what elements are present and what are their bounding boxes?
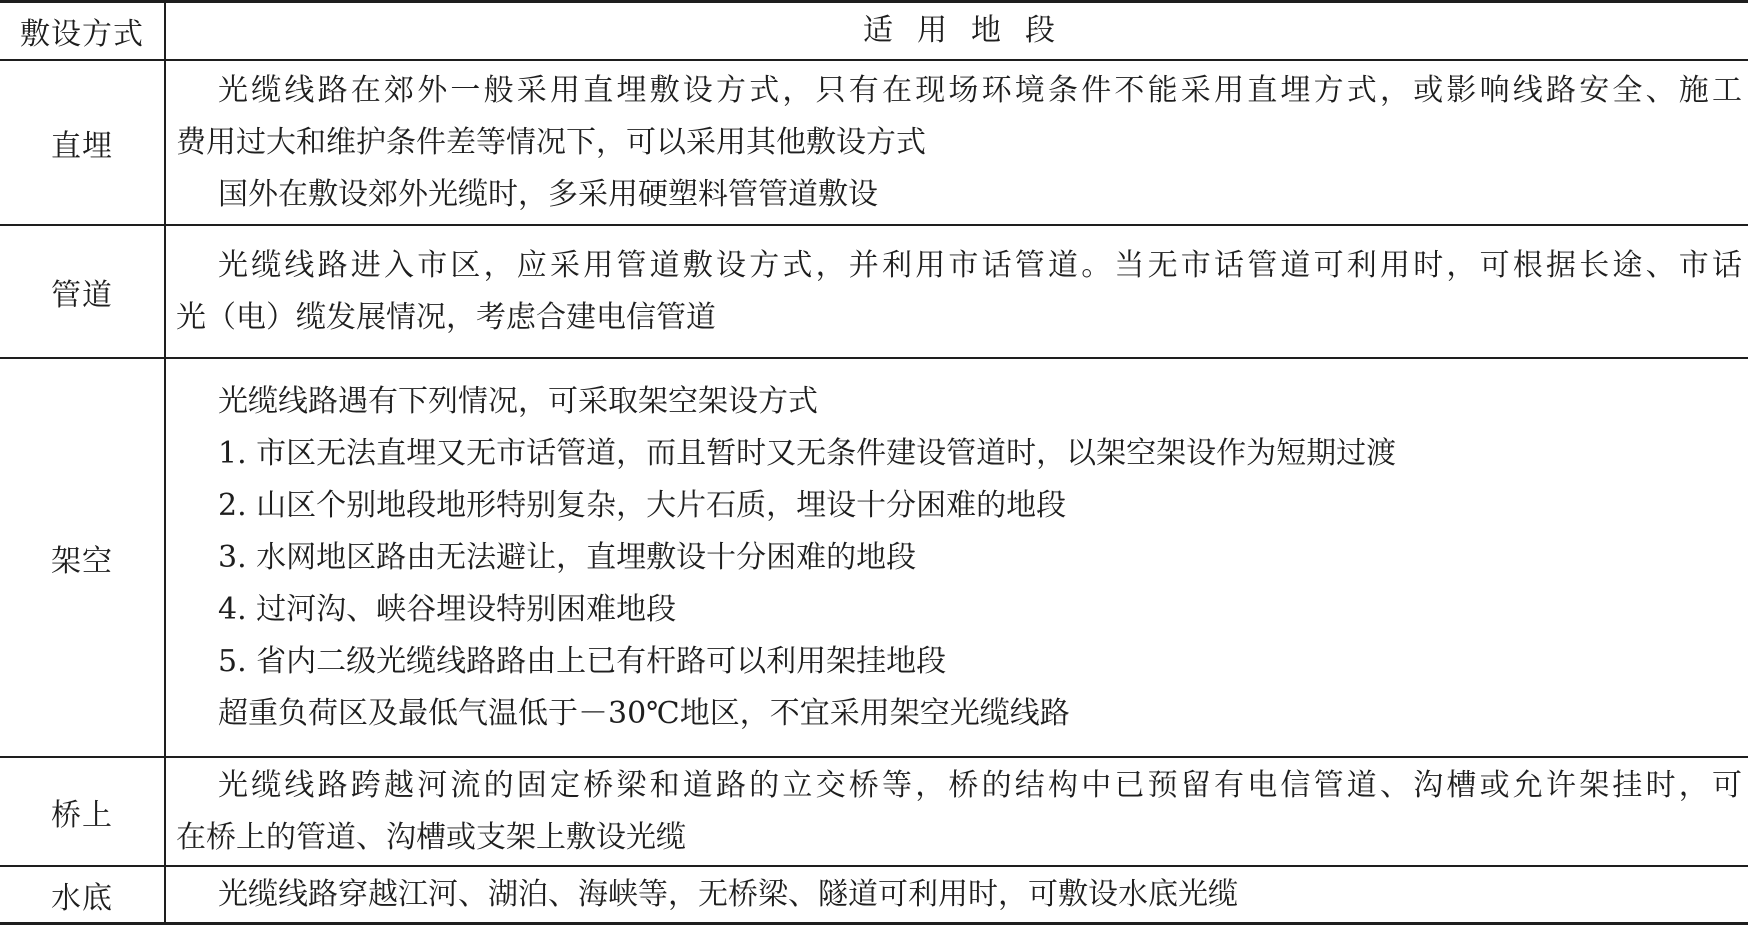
content-line: 超重负荷区及最低气温低于－30℃地区，不宜采用架空光缆线路 xyxy=(218,695,1070,731)
list-item: 5. 省内二级光缆线路路由上已有杆路可以利用架挂地段 xyxy=(218,643,947,679)
header-method-cell xyxy=(0,3,164,59)
content-line: 光缆线路跨越河流的固定桥梁和道路的立交桥等，桥的结构中已预留有电信管道、沟槽或允许架挂时，可 xyxy=(218,767,1742,803)
method-label: 架空 xyxy=(51,543,113,579)
header-method-label: 敷设方式 xyxy=(20,17,144,52)
content-line: 光（电）缆发展情况，考虑合建电信管道 xyxy=(176,299,716,335)
table-row-content xyxy=(166,359,1748,756)
table-row-method xyxy=(0,867,164,922)
table-row-method xyxy=(0,758,164,865)
content-line: 在桥上的管道、沟槽或支架上敷设光缆 xyxy=(176,819,686,855)
table-row-method xyxy=(0,226,164,357)
list-item: 1. 市区无法直埋又无市话管道，而且暂时又无条件建设管道时，以架空架设作为短期过渡 xyxy=(218,435,1397,471)
content-line: 费用过大和维护条件差等情况下，可以采用其他敷设方式 xyxy=(176,124,926,160)
list-item: 2. 山区个别地段地形特别复杂，大片石质，埋设十分困难的地段 xyxy=(218,487,1067,523)
content-line: 光缆线路遇有下列情况，可采取架空架设方式 xyxy=(218,383,818,419)
method-label: 直埋 xyxy=(51,128,113,164)
table-row-content xyxy=(166,226,1748,357)
list-item: 3. 水网地区路由无法避让，直埋敷设十分困难的地段 xyxy=(218,539,917,575)
header-section-label: 适用地段 xyxy=(863,13,1079,48)
content-line: 国外在敷设郊外光缆时，多采用硬塑料管管道敷设 xyxy=(218,176,878,212)
content-line: 光缆线路进入市区，应采用管道敷设方式，并利用市话管道。当无市话管道可利用时，可根据长途、市话 xyxy=(218,247,1742,283)
table-row-content xyxy=(166,867,1748,922)
method-label: 水底 xyxy=(51,880,113,916)
content-line: 光缆线路在郊外一般采用直埋敷设方式，只有在现场环境条件不能采用直埋方式，或影响线路安全、施工 xyxy=(218,72,1742,108)
table-row-content xyxy=(166,61,1748,224)
table-row-method xyxy=(0,359,164,756)
list-item: 4. 过河沟、峡谷埋设特别困难地段 xyxy=(218,591,677,627)
method-label: 桥上 xyxy=(51,797,113,833)
method-label: 管道 xyxy=(51,277,113,313)
header-section-cell xyxy=(166,3,1748,59)
table-row-method xyxy=(0,61,164,224)
content-line: 光缆线路穿越江河、湖泊、海峡等，无桥梁、隧道可利用时，可敷设水底光缆 xyxy=(218,876,1238,912)
table-row-content xyxy=(166,758,1748,865)
